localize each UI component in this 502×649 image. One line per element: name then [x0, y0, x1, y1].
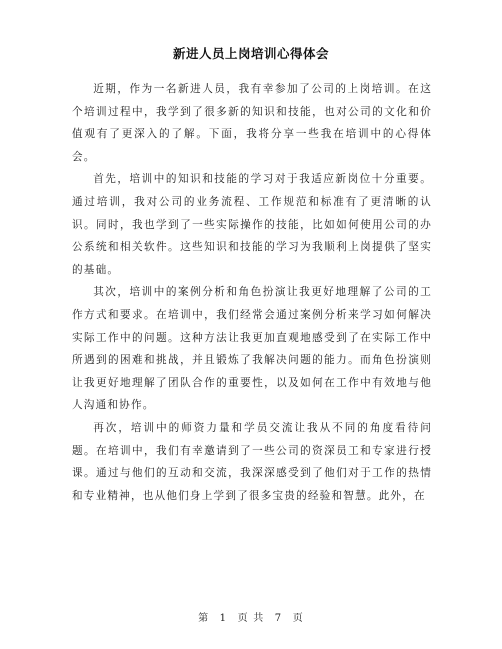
footer-page-number: 1 — [219, 613, 228, 624]
document-body — [72, 78, 432, 507]
footer-total-pages: 7 — [274, 613, 283, 624]
footer-prefix: 第 — [198, 613, 210, 624]
paragraph-1: 近期，作为一名新进人员，我有幸参加了公司的上岗培训。在这个培训过程中，我学到了很多新的知识和技能，也对公司的文化和价值观有了更深入的了解。下面，我将分享一些我在培训中的心得体会。 — [72, 83, 432, 163]
footer-middle: 页 共 — [237, 613, 265, 624]
paragraph-2: 首先，培训中的知识和技能的学习对于我适应新岗位十分重要。通过培训，我对公司的业务流程、工作规范和标准有了更清晰的认识。同时，我也学到了一些实际操作的技能，比如如何使用公司的办公系统和相关软件。这些知识和技能的学习为我顺利上岗提供了坚实的基础。 — [72, 173, 432, 276]
footer-suffix: 页 — [292, 613, 304, 624]
paragraph-4: 再次，培训中的师资力量和学员交流让我从不同的角度看待问题。在培训中，我们有幸邀请到了一些公司的资深员工和专家进行授课。通过与他们的互动和交流，我深深感受到了他们对于工作的热情和专业精神，也从他们身上学到了很多宝贵的经验和智慧。此外，在 — [72, 421, 432, 502]
document-title: 新进人员上岗培训心得体会 — [172, 46, 329, 61]
paragraph-3: 其次，培训中的案例分析和角色扮演让我更好地理解了公司的工作方式和要求。在培训中，我们经常会通过案例分析来学习如何解决实际工作中的问题。这种方法让我更加直观地感受到了在实际工作中所遇到的困难和挑战，并且锻炼了我解决问题的能力。而角色扮演则让我更好地理解了团队合作的重要性，以及如何在工作中有效地与他人沟通和协作。 — [72, 286, 432, 412]
page-footer — [0, 609, 502, 624]
